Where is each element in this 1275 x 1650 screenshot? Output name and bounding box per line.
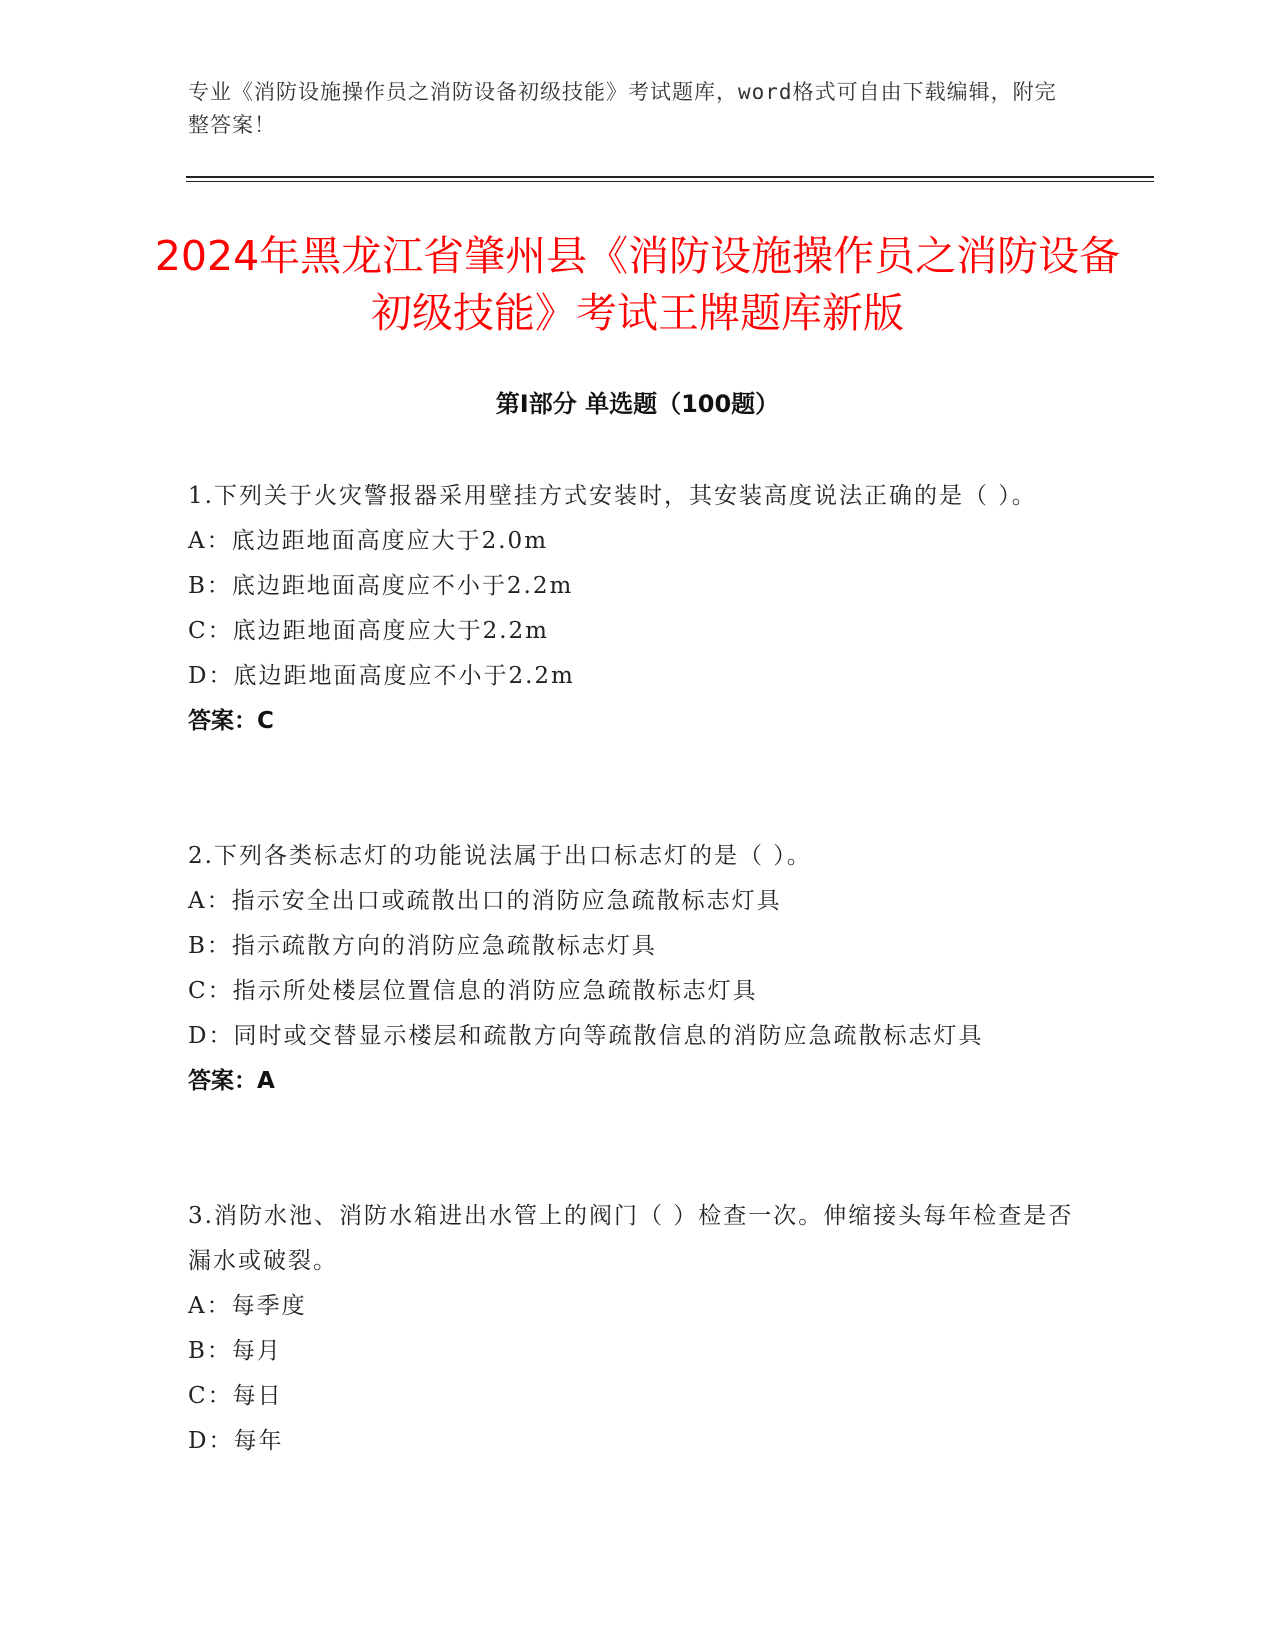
option-d: D：底边距地面高度应不小于2.2m: [188, 663, 575, 689]
option-a: A：指示安全出口或疏散出口的消防应急疏散标志灯具: [188, 888, 782, 914]
document-title: 2024年黑龙江省肇州县《消防设施操作员之消防设备初级技能》考试王牌题库新版: [154, 232, 1121, 337]
question-stem: 3.消防水池、消防水箱进出水管上的阀门（ ）检查一次。伸缩接头每年检查是否漏水或破裂。: [188, 1203, 1074, 1274]
question-3: [188, 1194, 1088, 1464]
option-a: A：每季度: [188, 1293, 307, 1319]
header-divider-thick: [186, 176, 1154, 178]
option-c: C：指示所处楼层位置信息的消防应急疏散标志灯具: [188, 978, 758, 1004]
option-d: D：同时或交替显示楼层和疏散方向等疏散信息的消防应急疏散标志灯具: [188, 1023, 984, 1049]
option-c: C：底边距地面高度应大于2.2m: [188, 618, 549, 644]
option-b: B：每月: [188, 1338, 282, 1364]
question-2: [188, 834, 1088, 1104]
question-stem: 1.下列关于火灾警报器采用壁挂方式安装时，其安装高度说法正确的是（ ）。: [188, 483, 1037, 509]
section-heading: 第Ⅰ部分 单选题（100题）: [495, 390, 780, 418]
header-note: 专业《消防设施操作员之消防设备初级技能》考试题库，word格式可自由下载编辑，附完整答案！: [188, 80, 1057, 137]
question-1: [188, 474, 1088, 744]
option-a: A：底边距地面高度应大于2.0m: [188, 528, 548, 554]
answer: 答案：C: [188, 708, 274, 734]
option-b: B：指示疏散方向的消防应急疏散标志灯具: [188, 933, 657, 959]
option-d: D：每年: [188, 1428, 284, 1454]
answer: 答案：A: [188, 1068, 275, 1094]
option-b: B：底边距地面高度应不小于2.2m: [188, 573, 574, 599]
header-divider-thin: [186, 181, 1154, 182]
question-stem: 2.下列各类标志灯的功能说法属于出口标志灯的是（ ）。: [188, 843, 812, 869]
option-c: C：每日: [188, 1383, 283, 1409]
